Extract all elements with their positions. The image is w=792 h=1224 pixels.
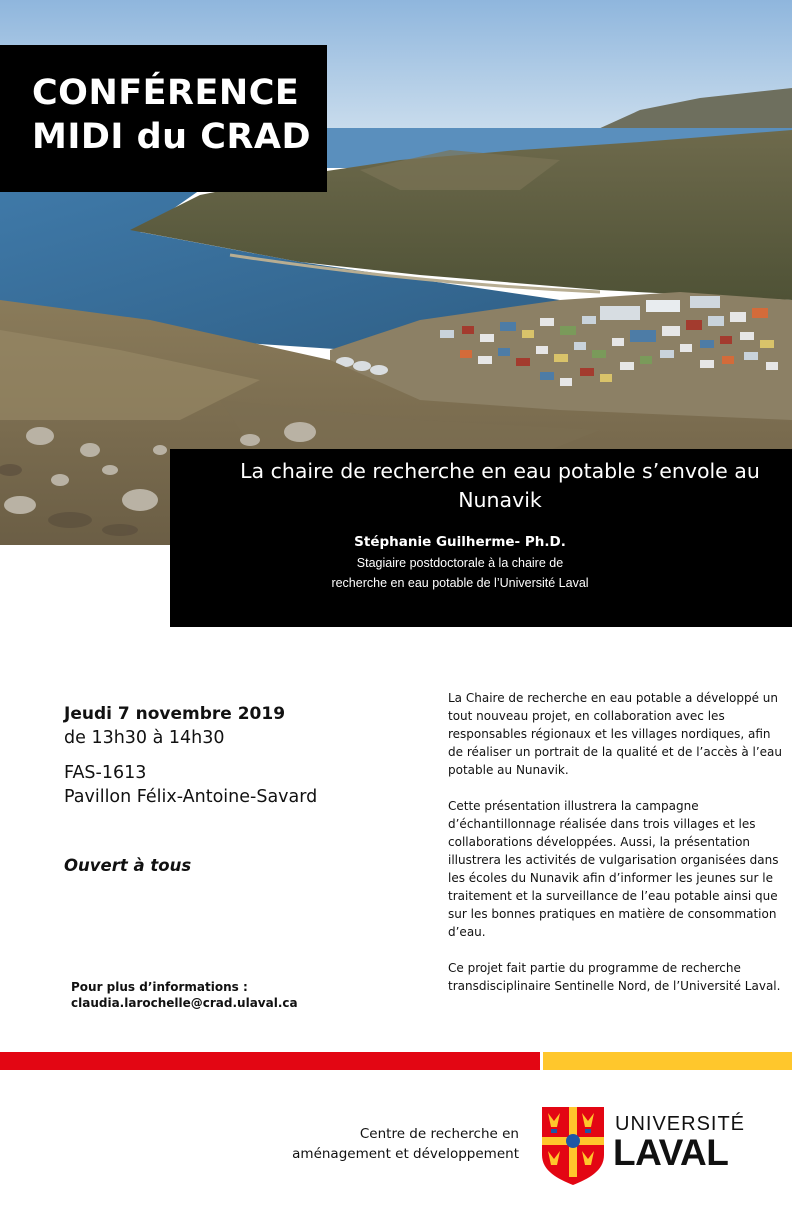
description-paragraph-2: Cette présentation illustrera la campagne d’échantillonnage réalisée dans trois villages et les collaborations développées. Aussi, la présentation illustrera les activités de vulgarisation organisées dans les écoles du Nunavik afin d’informer les jeunes sur le traitement et la surveillance de l’eau potable ainsi que sur les bonnes pratiques en matière de consommation d’eau.: [448, 799, 779, 939]
speaker-role-line-2: recherche en eau potable de l’Université Laval: [331, 576, 589, 590]
university-crest-icon: [542, 1107, 604, 1185]
talk-title: La chaire de recherche en eau potable s’envole au Nunavik: [240, 459, 760, 512]
speaker-role-line-1: Stagiaire postdoctorale à la chaire de: [356, 556, 564, 570]
event-date: Jeudi 7 novembre 2019: [64, 704, 286, 724]
talk-info-box: [170, 449, 792, 627]
university-name-top: UNIVERSITÉ: [615, 1113, 746, 1135]
contact-email[interactable]: claudia.larochelle@crad.ulaval.ca: [71, 996, 298, 1010]
description-paragraph-1: La Chaire de recherche en eau potable a développé un tout nouveau projet, en collaboration avec les responsables régionaux et les villages nordiques, afin de réaliser un portrait de la qualité et de l’accès à l’eau potable au Nunavik.: [448, 691, 783, 777]
event-room: FAS-1613: [64, 763, 147, 783]
event-series-title: [0, 45, 327, 192]
color-band-yellow: [543, 1052, 792, 1070]
speaker-name: Stéphanie Guilherme- Ph.D.: [354, 534, 566, 550]
university-name-bottom: LAVAL: [613, 1132, 729, 1173]
title-line-2: MIDI du CRAD: [32, 117, 312, 157]
speaker-role: [270, 553, 650, 593]
description-paragraph-3: Ce projet fait partie du programme de recherche transdisciplinaire Sentinelle Nord, de l’Université Laval.: [448, 961, 781, 993]
title-line-1: CONFÉRENCE: [32, 73, 300, 113]
crad-name: [200, 1124, 519, 1164]
event-audience: Ouvert à tous: [64, 856, 192, 875]
crad-name-line-1: Centre de recherche en: [359, 1126, 519, 1142]
color-band-red: [0, 1052, 540, 1070]
event-building: Pavillon Félix-Antoine-Savard: [64, 787, 318, 807]
event-time: de 13h30 à 14h30: [64, 728, 225, 748]
contact-label: Pour plus d’informations :: [71, 980, 248, 994]
crad-name-line-2: aménagement et développement: [292, 1146, 519, 1162]
